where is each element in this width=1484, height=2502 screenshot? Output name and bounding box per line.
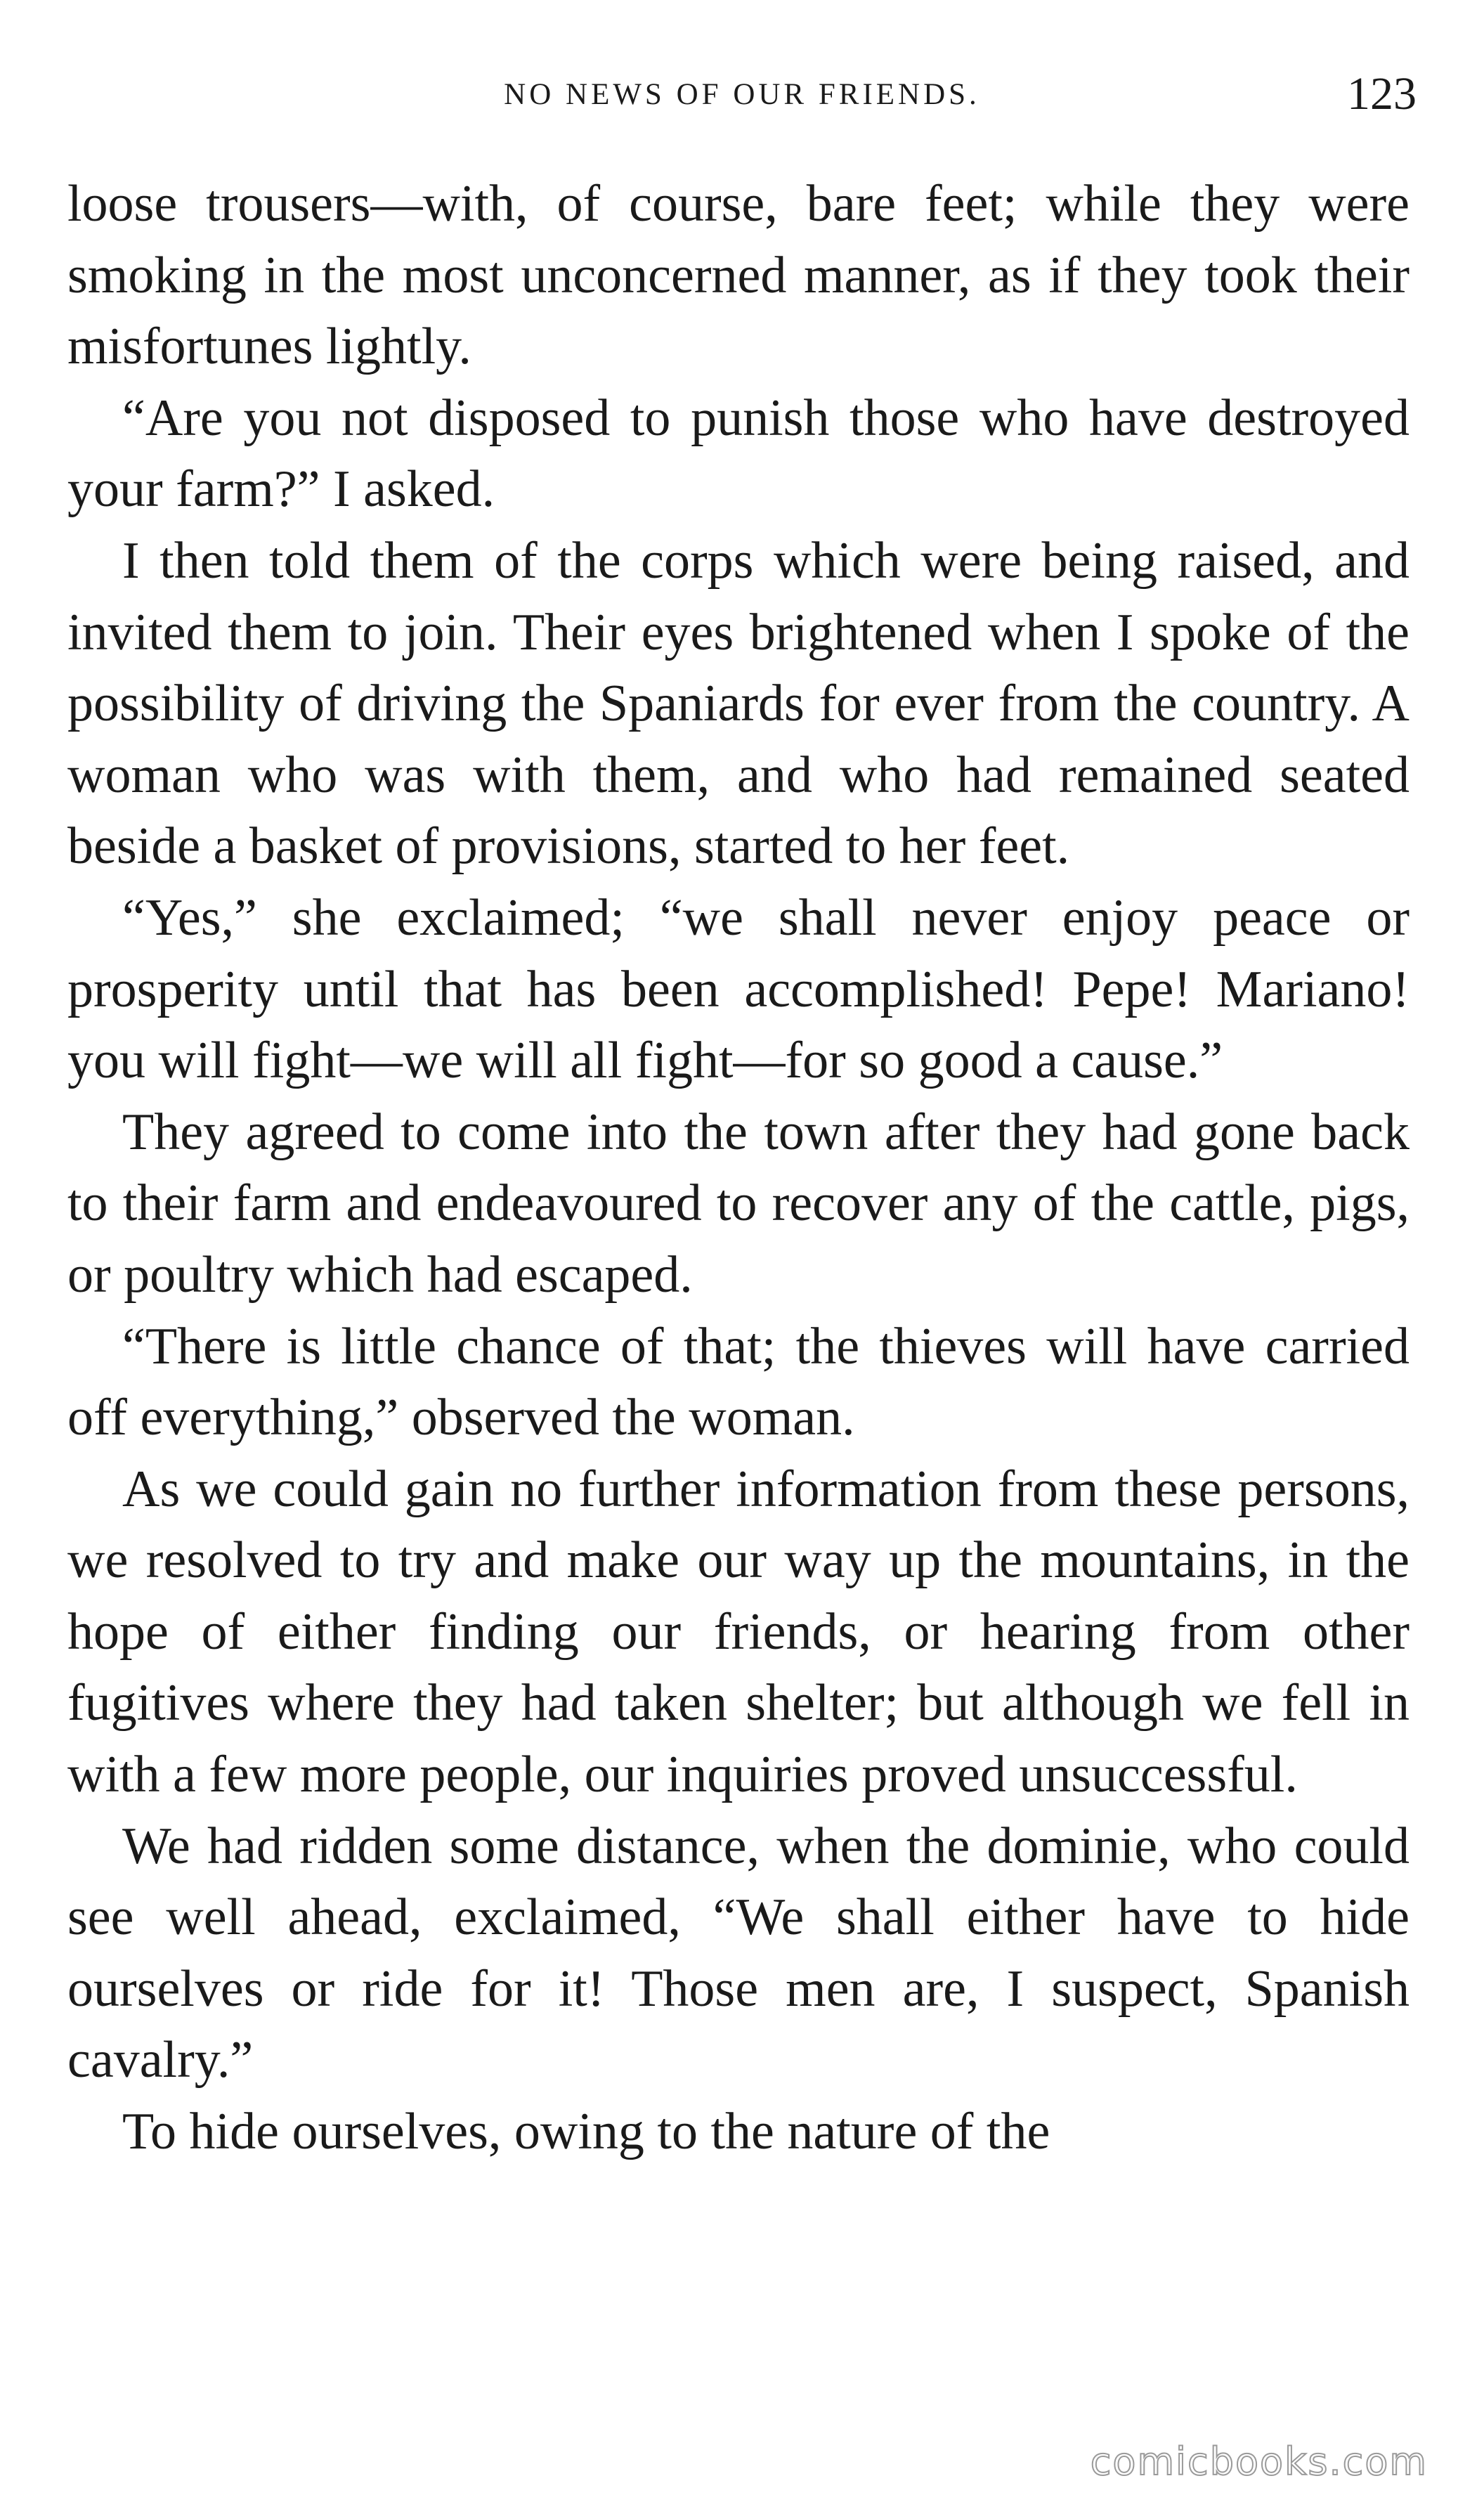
watermark: comicbooks.com: [1090, 2439, 1428, 2484]
paragraph: They agreed to come into the town after they had gone back to their farm and endeavoured to recover any of the cattle, pigs, or poultry which had escaped.: [67, 1103, 1410, 1304]
paragraph: “There is little chance of that; the thieves will have carried off everything,” observed the woman.: [67, 1317, 1410, 1447]
paragraph: To hide ourselves, owing to the nature of the: [122, 2103, 1050, 2161]
paragraph: “Are you not disposed to punish those who have destroyed your farm?” I asked.: [67, 389, 1410, 519]
paragraph: “Yes,” she exclaimed; “we shall never enjoy peace or prosperity until that has been accomplished! Pepe! Mariano! you will fight—we will all fight—for so good a cause.”: [67, 888, 1410, 1090]
paragraph: I then told them of the corps which were being raised, and invited them to join. Their eyes brightened when I spoke of the possibility of driving the Spaniards for ever from the country. A woman who was with them, and who had remained seated beside a basket of provisions, started to her feet.: [67, 531, 1410, 876]
paragraph: loose trousers—with, of course, bare feet; while they were smoking in the most unconcerned manner, as if they took their misfortunes lightly.: [67, 175, 1410, 376]
page-number: 123: [1347, 68, 1417, 119]
paragraph: We had ridden some distance, when the dominie, who could see well ahead, exclaimed, “We shall either have to hide ourselves or ride for it! Those men are, I suspect, Spanish cavalry.”: [67, 1817, 1410, 2089]
paragraph: As we could gain no further information from these persons, we resolved to try and make our way up the mountains, in the hope of either finding our friends, or hearing from other fugitives where they had taken shelter; but although we fell in with a few more people, our inquiries proved unsuccessful.: [67, 1460, 1410, 1804]
running-title: NO NEWS OF OUR FRIENDS.: [504, 78, 980, 111]
running-head: [67, 67, 1417, 124]
body-text: [67, 169, 1410, 2168]
